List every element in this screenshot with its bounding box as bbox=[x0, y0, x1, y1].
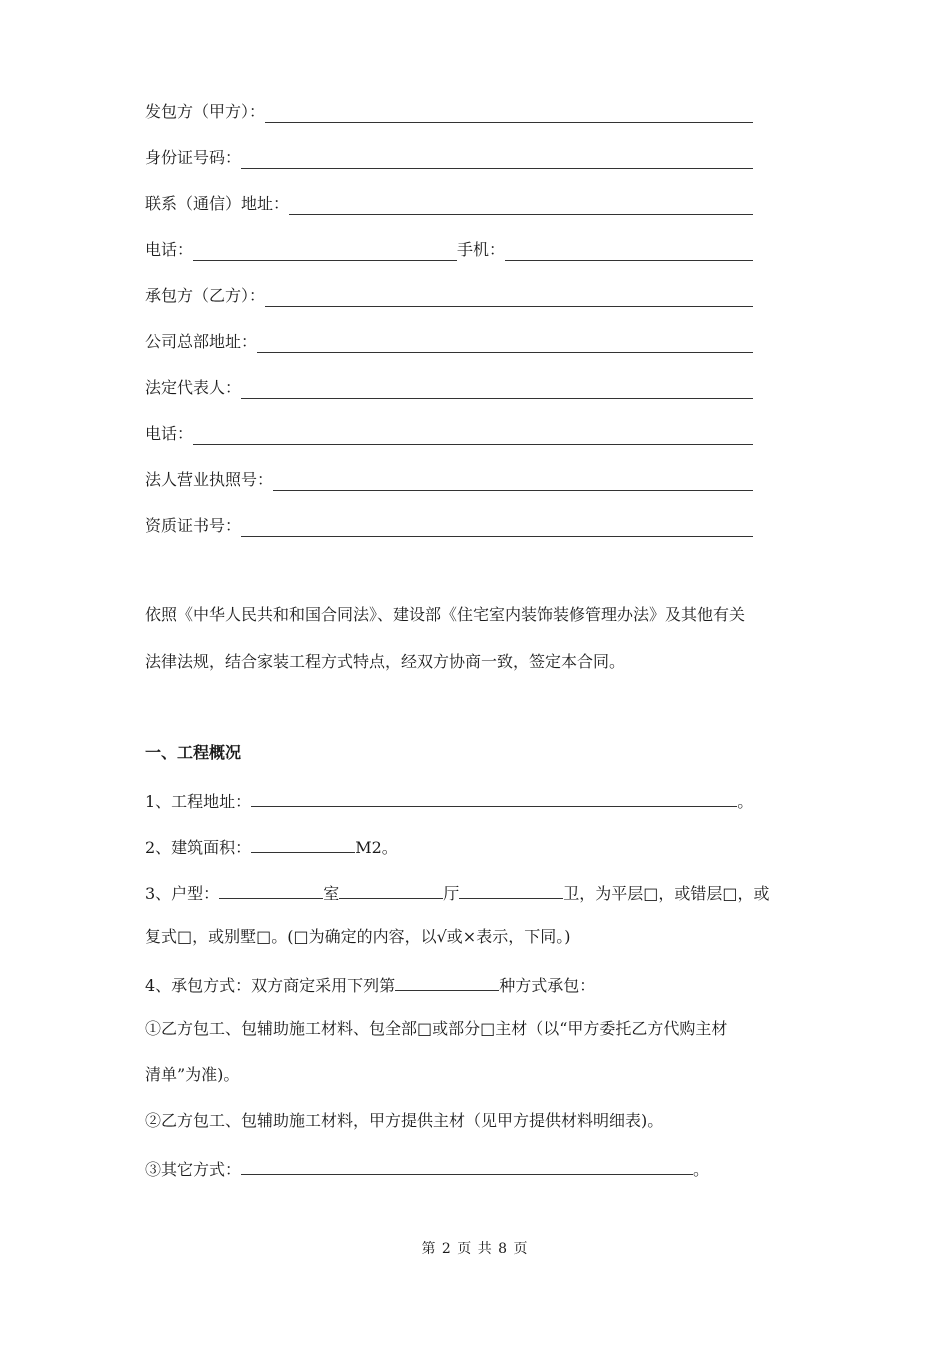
project-address-label: 1、工程地址： bbox=[145, 792, 252, 811]
project-address-row bbox=[145, 788, 753, 813]
option-3-end: 。 bbox=[693, 1160, 710, 1179]
page-number: 第 2 页 共 8 页 bbox=[421, 1241, 529, 1257]
contract-mode-blank[interactable] bbox=[395, 972, 499, 991]
client-label: 发包方（甲方）： bbox=[145, 102, 266, 121]
contractor-blank[interactable] bbox=[265, 288, 753, 307]
contract-mode-label: 4、承包方式：双方商定采用下列第 bbox=[145, 976, 396, 995]
contractor-phone-label: 电话： bbox=[145, 424, 194, 443]
cert-blank[interactable] bbox=[241, 518, 753, 537]
project-address-end: 。 bbox=[737, 792, 754, 811]
layout-label: 3、户型： bbox=[145, 884, 220, 903]
legal-rep-blank[interactable] bbox=[241, 380, 753, 399]
area-label: 2、建筑面积： bbox=[145, 838, 252, 857]
contractor-label: 承包方（乙方）： bbox=[145, 286, 266, 305]
client-phone-label: 电话： bbox=[145, 240, 194, 259]
cert-field bbox=[145, 515, 753, 537]
room-text: 室 bbox=[323, 884, 340, 903]
option-3-blank[interactable] bbox=[241, 1156, 693, 1175]
client-blank[interactable] bbox=[265, 104, 753, 123]
client-address-field bbox=[145, 193, 753, 215]
option-1-line-2: 清单”为准)。 bbox=[145, 1065, 240, 1084]
cert-label: 资质证书号： bbox=[145, 516, 242, 535]
hall-text: 厅 bbox=[443, 884, 460, 903]
legal-rep-label: 法定代表人： bbox=[145, 378, 242, 397]
id-number-label: 身份证号码： bbox=[145, 148, 242, 167]
hq-address-label: 公司总部地址： bbox=[145, 332, 258, 351]
client-field bbox=[145, 101, 753, 123]
project-address-blank[interactable] bbox=[251, 788, 737, 807]
client-mobile-label: 手机： bbox=[457, 240, 506, 259]
id-number-field bbox=[145, 147, 753, 169]
legal-rep-field bbox=[145, 377, 753, 399]
contractor-field bbox=[145, 285, 753, 307]
halls-blank[interactable] bbox=[339, 880, 443, 899]
contractor-phone-field bbox=[145, 423, 753, 445]
license-blank[interactable] bbox=[273, 472, 753, 491]
bath-text: 卫，为平层□，或错层□，或 bbox=[563, 884, 770, 903]
option-3-row bbox=[145, 1156, 709, 1181]
hq-address-blank[interactable] bbox=[257, 334, 753, 353]
license-label: 法人营业执照号： bbox=[145, 470, 274, 489]
client-phone-blank[interactable] bbox=[193, 242, 457, 261]
area-blank[interactable] bbox=[251, 834, 355, 853]
baths-blank[interactable] bbox=[459, 880, 563, 899]
intro-line-1: 依照《中华人民共和和国合同法》、建设部《住宅室内装饰装修管理办法》及其他有关 bbox=[145, 605, 746, 624]
layout-row bbox=[145, 880, 769, 905]
area-row bbox=[145, 834, 398, 859]
option-3-label: ③其它方式： bbox=[145, 1160, 242, 1179]
license-field bbox=[145, 469, 753, 491]
client-mobile-blank[interactable] bbox=[505, 242, 753, 261]
area-unit: M2。 bbox=[355, 838, 398, 857]
intro-line-2: 法律法规，结合家装工程方式特点，经双方协商一致，签定本合同。 bbox=[145, 652, 626, 671]
option-2: ②乙方包工、包辅助施工材料，甲方提供主材（见甲方提供材料明细表)。 bbox=[145, 1111, 664, 1130]
rooms-blank[interactable] bbox=[219, 880, 323, 899]
id-number-blank[interactable] bbox=[241, 150, 753, 169]
client-address-blank[interactable] bbox=[289, 196, 753, 215]
contractor-phone-blank[interactable] bbox=[193, 426, 753, 445]
section-heading: 一、工程概况 bbox=[145, 743, 242, 762]
contract-mode-end: 种方式承包： bbox=[499, 976, 596, 995]
hq-address-field bbox=[145, 331, 753, 353]
client-address-label: 联系（通信）地址： bbox=[145, 194, 290, 213]
contract-mode-row bbox=[145, 972, 595, 997]
layout-line-2: 复式□，或别墅□。(□为确定的内容，以√或×表示，下同。) bbox=[145, 927, 571, 946]
option-1-line-1: ①乙方包工、包辅助施工材料、包全部□或部分□主材（以“甲方委托乙方代购主材 bbox=[145, 1019, 728, 1038]
client-phone-field bbox=[145, 239, 753, 261]
